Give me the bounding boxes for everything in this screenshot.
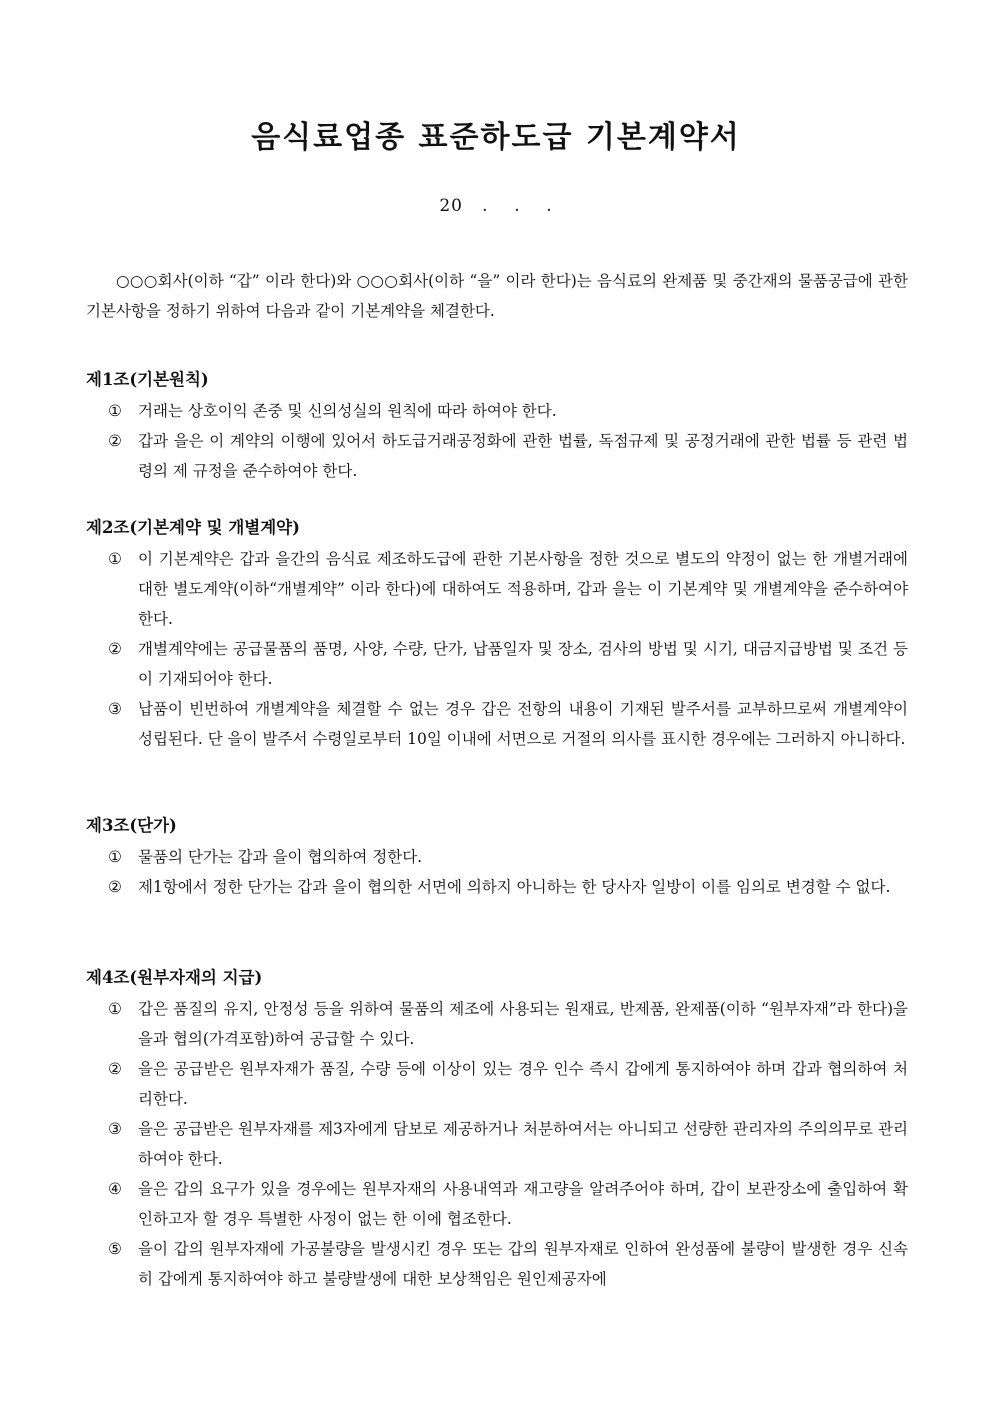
clause-number: ② (108, 1060, 122, 1078)
clause (108, 994, 908, 1054)
clause-number: ④ (108, 1180, 122, 1198)
document-title: 음식료업종 표준하도급 기본계약서 (251, 120, 741, 155)
clause-text: 납품이 빈번하여 개별계약을 체결할 수 없는 경우 갑은 전항의 내용이 기재된 발주서를 교부하므로써 개별계약이 성립된다. 단 을이 발주서 수령일로부터 10일 이내에 서면으로 거절의 의사를 표시한 경우에는 그러하지 아니하다. (138, 700, 908, 748)
clause-number: ① (108, 550, 122, 568)
article-heading: 제1조(기본원칙) (86, 370, 209, 389)
clause (108, 634, 908, 694)
clause (108, 1174, 908, 1234)
clause-number: ⑤ (108, 1240, 122, 1258)
clause-number: ③ (108, 700, 122, 718)
clause (108, 842, 908, 872)
clause-number: ① (108, 848, 122, 866)
clause (108, 1114, 908, 1174)
article-heading: 제3조(단가) (86, 816, 177, 835)
clause-text: 을은 갑의 요구가 있을 경우에는 원부자재의 사용내역과 재고량을 알려주어야 하며, 갑이 보관장소에 출입하여 확인하고자 할 경우 특별한 사정이 없는 한 이에 협조한다. (138, 1180, 908, 1228)
article-1 (86, 366, 908, 486)
article-2 (86, 514, 908, 754)
intro-paragraph: ○○○회사(이하 “갑” 이라 한다)와 ○○○회사(이하 “을” 이라 한다)는 음식료의 완제품 및 중간재의 물품공급에 관한 기본사항을 정하기 위하여 다음과 같이 기본계약을 체결한다. (86, 272, 908, 320)
clause (108, 1234, 908, 1294)
clause-text: 거래는 상호이익 존중 및 신의성실의 원칙에 따라 하여야 한다. (138, 402, 557, 420)
document-date: 20 . . . (439, 196, 553, 216)
article-4 (86, 964, 908, 1294)
clause-number: ② (108, 878, 122, 896)
clause-text: 물품의 단가는 갑과 을이 협의하여 정한다. (138, 848, 423, 866)
clause-text: 을이 갑의 원부자재에 가공불량을 발생시킨 경우 또는 갑의 원부자재로 인하여 완성품에 불량이 발생한 경우 신속히 갑에게 통지하여야 하고 불량발생에 대한 보상책임은 원인제공자에 (138, 1240, 908, 1288)
clause (108, 872, 908, 902)
clause-number: ③ (108, 1120, 122, 1138)
article-3 (86, 812, 908, 902)
clause-number: ② (108, 432, 122, 450)
clause-number: ① (108, 402, 122, 420)
clause-number: ② (108, 640, 122, 658)
clause-text: 갑은 품질의 유지, 안정성 등을 위하여 물품의 제조에 사용되는 원재료, 반제품, 완제품(이하 “원부자재”라 한다)을 을과 협의(가격포함)하여 공급할 수 있다. (138, 1000, 908, 1048)
clause (108, 694, 908, 754)
article-heading: 제2조(기본계약 및 개별계약) (86, 518, 300, 537)
article-heading: 제4조(원부자재의 지급) (86, 968, 263, 987)
clause (108, 1054, 908, 1114)
clause-text: 을은 공급받은 원부자재를 제3자에게 담보로 제공하거나 처분하여서는 아니되고 선량한 관리자의 주의의무로 관리하여야 한다. (138, 1120, 908, 1168)
clause-text: 제1항에서 정한 단가는 갑과 을이 협의한 서면에 의하지 아니하는 한 당사자 일방이 이를 임의로 변경할 수 없다. (138, 878, 891, 896)
clause-text: 개별계약에는 공급물품의 품명, 사양, 수량, 단가, 납품일자 및 장소, 검사의 방법 및 시기, 대금지급방법 및 조건 등이 기재되어야 한다. (138, 640, 908, 688)
clause-text: 갑과 을은 이 계약의 이행에 있어서 하도급거래공정화에 관한 법률, 독점규제 및 공정거래에 관한 법률 등 관련 법령의 제 규정을 준수하여야 한다. (138, 432, 908, 480)
clause-text: 이 기본계약은 갑과 을간의 음식료 제조하도급에 관한 기본사항을 정한 것으로 별도의 약정이 없는 한 개별거래에 대한 별도계약(이하“개별계약” 이라 한다)에 대하여도 적용하며, 갑과 을는 이 기본계약 및 개별계약을 준수하여야 한다. (138, 550, 908, 628)
clause-number: ① (108, 1000, 122, 1018)
clause (108, 426, 908, 486)
clause-text: 을은 공급받은 원부자재가 품질, 수량 등에 이상이 있는 경우 인수 즉시 갑에게 통지하여야 하며 갑과 협의하여 처리한다. (138, 1060, 908, 1108)
clause (108, 396, 908, 426)
clause (108, 544, 908, 634)
